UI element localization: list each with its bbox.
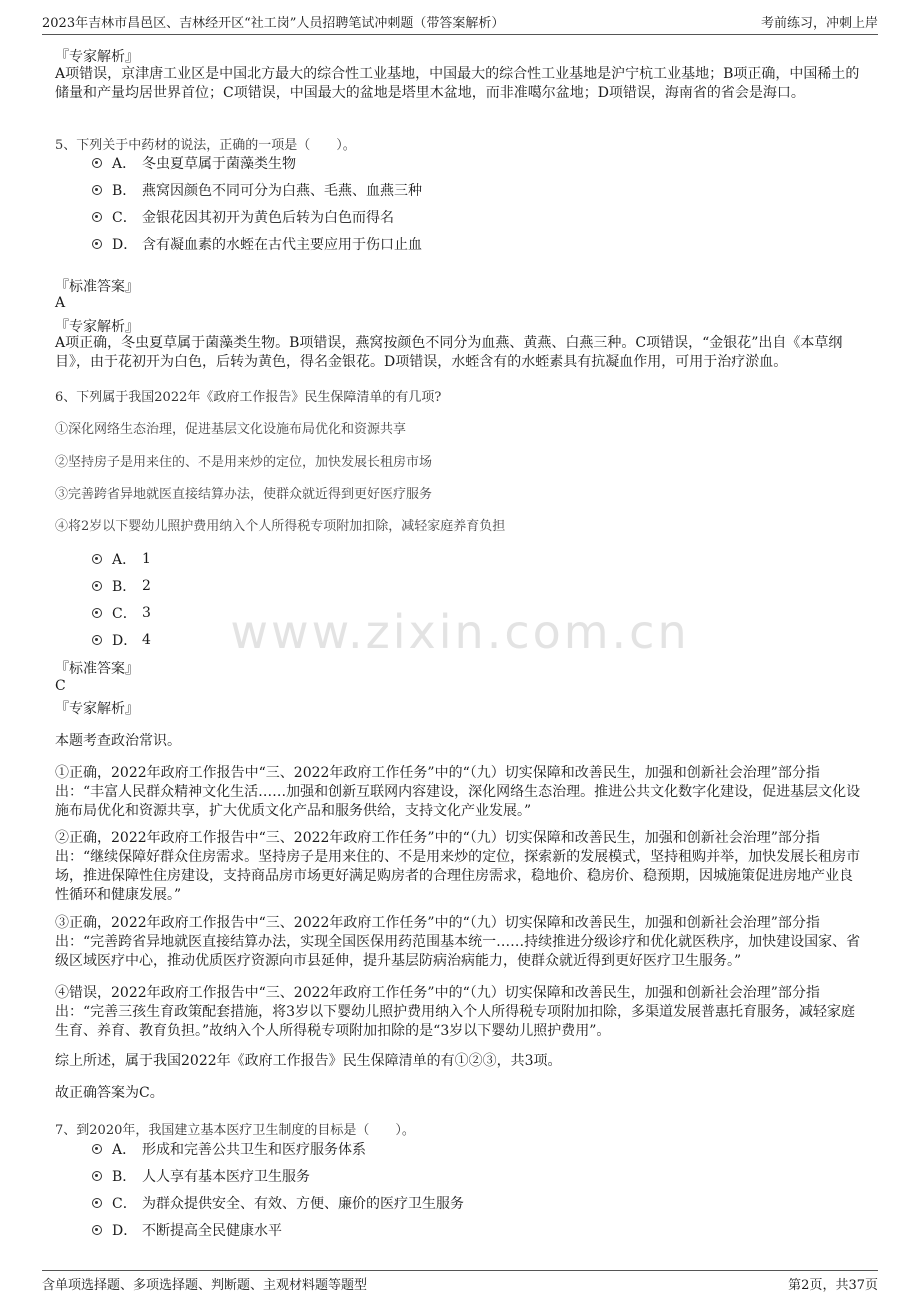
question-7-text: 7、到2020年，我国建立基本医疗卫生制度的目标是（ ）。 bbox=[55, 1123, 415, 1138]
page-footer bbox=[42, 1270, 878, 1295]
q7-option-a[interactable] bbox=[92, 1138, 366, 1160]
q6-analysis-summary bbox=[55, 1052, 865, 1071]
option-text: 金银花因其初开为黄色后转为白色而得名 bbox=[142, 210, 394, 226]
radio-icon[interactable] bbox=[92, 608, 102, 618]
q6-statement-1: ①深化网络生态治理，促进基层文化设施布局优化和资源共享 bbox=[55, 422, 407, 437]
q6-analysis-conclusion bbox=[55, 1084, 865, 1103]
q6-option-a[interactable] bbox=[92, 548, 151, 570]
expert-analysis-label: 『专家解析』 bbox=[55, 701, 139, 717]
q7-option-c[interactable] bbox=[92, 1192, 464, 1214]
option-text: 3 bbox=[142, 605, 151, 621]
q6-statement-3: ③完善跨省异地就医直接结算办法，使群众就近得到更好医疗服务 bbox=[55, 487, 433, 502]
q6-analysis-3 bbox=[55, 914, 865, 971]
option-letter: C． bbox=[112, 606, 137, 622]
option-letter: B． bbox=[112, 183, 137, 199]
q6-option-b[interactable] bbox=[92, 575, 151, 597]
option-letter: A． bbox=[112, 552, 137, 568]
q5-analysis bbox=[55, 334, 865, 372]
analysis-text: 故正确答案为C。 bbox=[55, 1085, 164, 1101]
option-letter: D． bbox=[112, 1223, 138, 1239]
radio-icon[interactable] bbox=[92, 158, 102, 168]
q5-option-c[interactable] bbox=[92, 206, 394, 228]
option-letter: C． bbox=[112, 1196, 137, 1212]
q6-statement-2: ②坚持房子是用来住的、不是用来炒的定位，加快发展长租房市场 bbox=[55, 455, 433, 470]
expert-analysis-label: 『专家解析』 bbox=[55, 319, 139, 335]
option-letter: C． bbox=[112, 210, 137, 226]
radio-icon[interactable] bbox=[92, 1198, 102, 1208]
q6-answer: C bbox=[55, 678, 66, 694]
standard-answer-label: 『标准答案』 bbox=[55, 661, 139, 677]
header-slogan: 考前练习，冲刺上岸 bbox=[760, 16, 878, 31]
q6-option-c[interactable] bbox=[92, 602, 151, 624]
radio-icon[interactable] bbox=[92, 185, 102, 195]
radio-icon[interactable] bbox=[92, 635, 102, 645]
option-text: 4 bbox=[142, 632, 151, 648]
q5-option-b[interactable] bbox=[92, 179, 422, 201]
radio-icon[interactable] bbox=[92, 212, 102, 222]
page-number: 第2页，共37页 bbox=[788, 1278, 878, 1293]
radio-icon[interactable] bbox=[92, 581, 102, 591]
analysis-text: ①正确，2022年政府工作报告中“三、2022年政府工作任务”中的“（九）切实保障和改善民生，加强和创新社会治理”部分指出：“丰富人民群众精神文化生活……加强和创新互联网内容建设，深化网络生态治理。推进公共文化数字化建设，促进基层文化设施布局优化和资源共享，扩大优质文化产品和服务供给，支持文化产业发展。” bbox=[55, 765, 861, 819]
option-text: 形成和完善公共卫生和医疗服务体系 bbox=[142, 1142, 366, 1158]
option-letter: B． bbox=[112, 579, 137, 595]
option-text: 燕窝因颜色不同可分为白燕、毛燕、血燕三种 bbox=[142, 183, 422, 199]
q5-answer: A bbox=[55, 295, 66, 311]
q6-option-d[interactable] bbox=[92, 629, 151, 651]
q6-analysis-intro bbox=[55, 732, 865, 751]
q7-option-d[interactable] bbox=[92, 1219, 282, 1241]
document-title: 2023年吉林市昌邑区、吉林经开区“社工岗”人员招聘笔试冲刺题（带答案解析） bbox=[42, 16, 505, 31]
radio-icon[interactable] bbox=[92, 554, 102, 564]
page-header bbox=[42, 10, 878, 35]
watermark: www.zixin.com.cn bbox=[230, 605, 690, 659]
question-5-text: 5、下列关于中药材的说法，正确的一项是（ ）。 bbox=[55, 138, 356, 153]
option-text: 为群众提供安全、有效、方便、廉价的医疗卫生服务 bbox=[142, 1196, 464, 1212]
q6-analysis-4 bbox=[55, 984, 865, 1041]
footer-question-types: 含单项选择题、多项选择题、判断题、主观材料题等题型 bbox=[42, 1278, 368, 1293]
q5-option-a[interactable] bbox=[92, 152, 296, 174]
radio-icon[interactable] bbox=[92, 239, 102, 249]
standard-answer-label: 『标准答案』 bbox=[55, 279, 139, 295]
option-letter: D． bbox=[112, 237, 138, 253]
q5-option-d[interactable] bbox=[92, 233, 422, 255]
option-text: 2 bbox=[142, 578, 151, 594]
q7-option-b[interactable] bbox=[92, 1165, 310, 1187]
q6-statement-4: ④将2岁以下婴幼儿照护费用纳入个人所得税专项附加扣除，减轻家庭养育负担 bbox=[55, 519, 506, 534]
option-text: 含有凝血素的水蛭在古代主要应用于伤口止血 bbox=[142, 237, 422, 253]
q6-analysis-1 bbox=[55, 764, 865, 821]
analysis-text: ④错误，2022年政府工作报告中“三、2022年政府工作任务”中的“（九）切实保障和改善民生，加强和创新社会治理”部分指出：“完善三孩生育政策配套措施，将3岁以下婴幼儿照护费用纳入个人所得税专项附加扣除，多渠道发展普惠托育服务，减轻家庭生育、养育、教育负担。”故纳入个人所得税专项附加扣除的是“3岁以下婴幼儿照护费用”。 bbox=[55, 985, 856, 1039]
option-text: 人人享有基本医疗卫生服务 bbox=[142, 1169, 310, 1185]
radio-icon[interactable] bbox=[92, 1144, 102, 1154]
option-letter: A． bbox=[112, 1142, 137, 1158]
q4-analysis bbox=[55, 65, 865, 103]
analysis-text: 综上所述，属于我国2022年《政府工作报告》民生保障清单的有①②③，共3项。 bbox=[55, 1053, 562, 1069]
option-text: 冬虫夏草属于菌藻类生物 bbox=[142, 156, 296, 172]
radio-icon[interactable] bbox=[92, 1225, 102, 1235]
q6-analysis-2 bbox=[55, 829, 865, 905]
option-letter: A． bbox=[112, 156, 137, 172]
option-letter: D． bbox=[112, 633, 138, 649]
analysis-text: A项错误，京津唐工业区是中国北方最大的综合性工业基地，中国最大的综合性工业基地是沪宁杭工业基地；B项正确，中国稀土的储量和产量均居世界首位；C项错误，中国最大的盆地是塔里木盆地，而非准噶尔盆地；D项错误，海南省的省会是海口。 bbox=[55, 66, 860, 101]
analysis-text: 本题考查政治常识。 bbox=[55, 733, 181, 749]
option-text: 1 bbox=[142, 551, 151, 567]
option-letter: B． bbox=[112, 1169, 137, 1185]
expert-analysis-label: 『专家解析』 bbox=[55, 49, 139, 65]
analysis-text: ②正确，2022年政府工作报告中“三、2022年政府工作任务”中的“（九）切实保障和改善民生，加强和创新社会治理”部分指出：“继续保障好群众住房需求。坚持房子是用来住的、不是用来炒的定位，探索新的发展模式，坚持租购并举，加快发展长租房市场，推进保障性住房建设，支持商品房市场更好满足购房者的合理住房需求，稳地价、稳房价、稳预期，因城施策促进房地产业良性循环和健康发展。” bbox=[55, 830, 861, 903]
analysis-text: A项正确，冬虫夏草属于菌藻类生物。B项错误，燕窝按颜色不同分为血燕、黄燕、白燕三种。C项错误，“金银花”出自《本草纲目》，由于花初开为白色，后转为黄色，得名金银花。D项错误，水蛭含有的水蛭素具有抗凝血作用，可用于治疗淤血。 bbox=[55, 335, 843, 370]
analysis-text: ③正确，2022年政府工作报告中“三、2022年政府工作任务”中的“（九）切实保障和改善民生，加强和创新社会治理”部分指出：“完善跨省异地就医直接结算办法，实现全国医保用药范围基本统一……持续推进分级诊疗和优化就医秩序，加快建设国家、省级区域医疗中心，推动优质医疗资源向市县延伸，提升基层防病治病能力，使群众就近得到更好医疗卫生服务。” bbox=[55, 915, 861, 969]
option-text: 不断提高全民健康水平 bbox=[142, 1223, 282, 1239]
question-6-text: 6、下列属于我国2022年《政府工作报告》民生保障清单的有几项? bbox=[55, 390, 442, 405]
radio-icon[interactable] bbox=[92, 1171, 102, 1181]
